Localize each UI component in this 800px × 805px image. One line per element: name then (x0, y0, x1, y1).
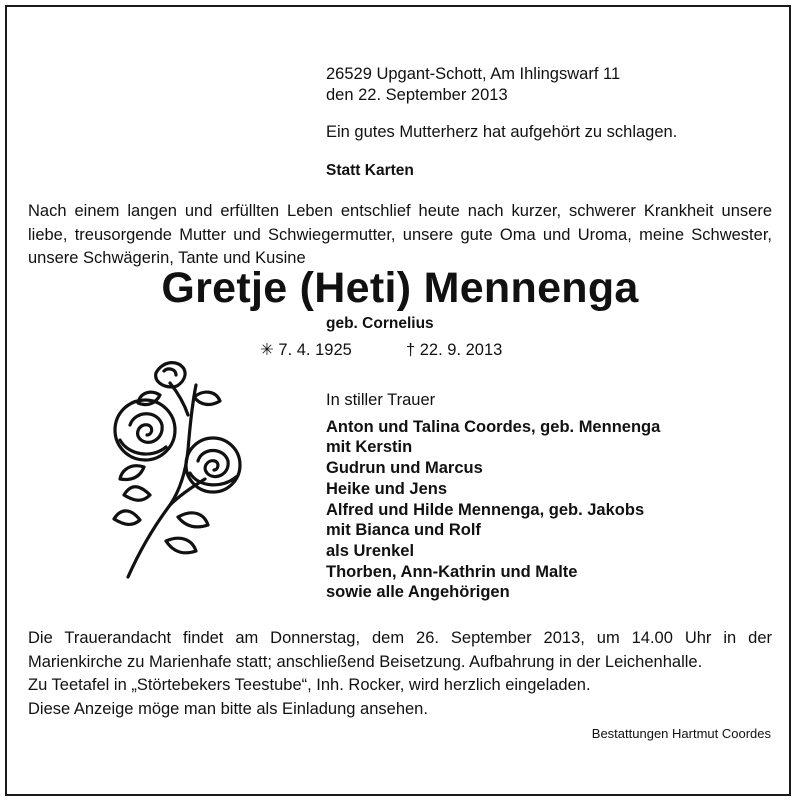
closing-block (28, 627, 772, 721)
maiden-name: geb. Cornelius (326, 315, 434, 332)
birth-date: ✳ 7. 4. 1925 (260, 341, 352, 359)
rose-icon (100, 355, 260, 585)
address-line: 26529 Upgant-Schott, Am Ihlingswarf 11 (326, 65, 621, 83)
undertaker-credit: Bestattungen Hartmut Coordes (591, 726, 771, 741)
mourner-line: Anton und Talina Coordes, geb. Mennenga (326, 417, 661, 436)
intro-paragraph: Nach einem langen und erfüllten Leben entschlief heute nach kurzer, schwerer Krankheit unsere liebe, treusorgende Mutter und Schwiegermutter, unsere gute Oma und Uroma, meine Schwester, unsere Schwägerin, Tante und Kusine (28, 202, 772, 267)
motto-line: Ein gutes Mutterherz hat aufgehört zu schlagen. (326, 123, 678, 141)
death-date: † 22. 9. 2013 (406, 341, 503, 359)
mourner-line: mit Kerstin (326, 438, 413, 457)
mourner-line: Alfred und Hilde Mennenga, geb. Jakobs (326, 500, 645, 519)
deceased-name: Gretje (Heti) Mennenga (161, 264, 639, 312)
mourner-line: Gudrun und Marcus (326, 459, 483, 478)
mourner-line: Heike und Jens (326, 479, 448, 498)
invitation-line: Diese Anzeige möge man bitte als Einladung ansehen. (28, 699, 428, 718)
date-line: den 22. September 2013 (326, 86, 508, 104)
mourner-line: mit Bianca und Rolf (326, 521, 481, 540)
mourner-line: sowie alle Angehörigen (326, 583, 510, 602)
mourners-block (326, 390, 660, 603)
statt-karten: Statt Karten (326, 162, 414, 179)
service-paragraph: Die Trauerandacht findet am Donnerstag, dem 26. September 2013, um 14.00 Uhr in der Marienkirche zu Marienhafe statt; anschließend Beisetzung. Aufbahrung in der Leichenhalle. (28, 629, 772, 671)
mourners-heading: In stiller Trauer (326, 391, 436, 409)
tea-line: Zu Teetafel in „Störtebekers Teestube“, Inh. Rocker, wird herzlich eingeladen. (28, 676, 591, 694)
mourner-line: Thorben, Ann-Kathrin und Malte (326, 562, 578, 581)
mourner-line: als Urenkel (326, 541, 415, 560)
